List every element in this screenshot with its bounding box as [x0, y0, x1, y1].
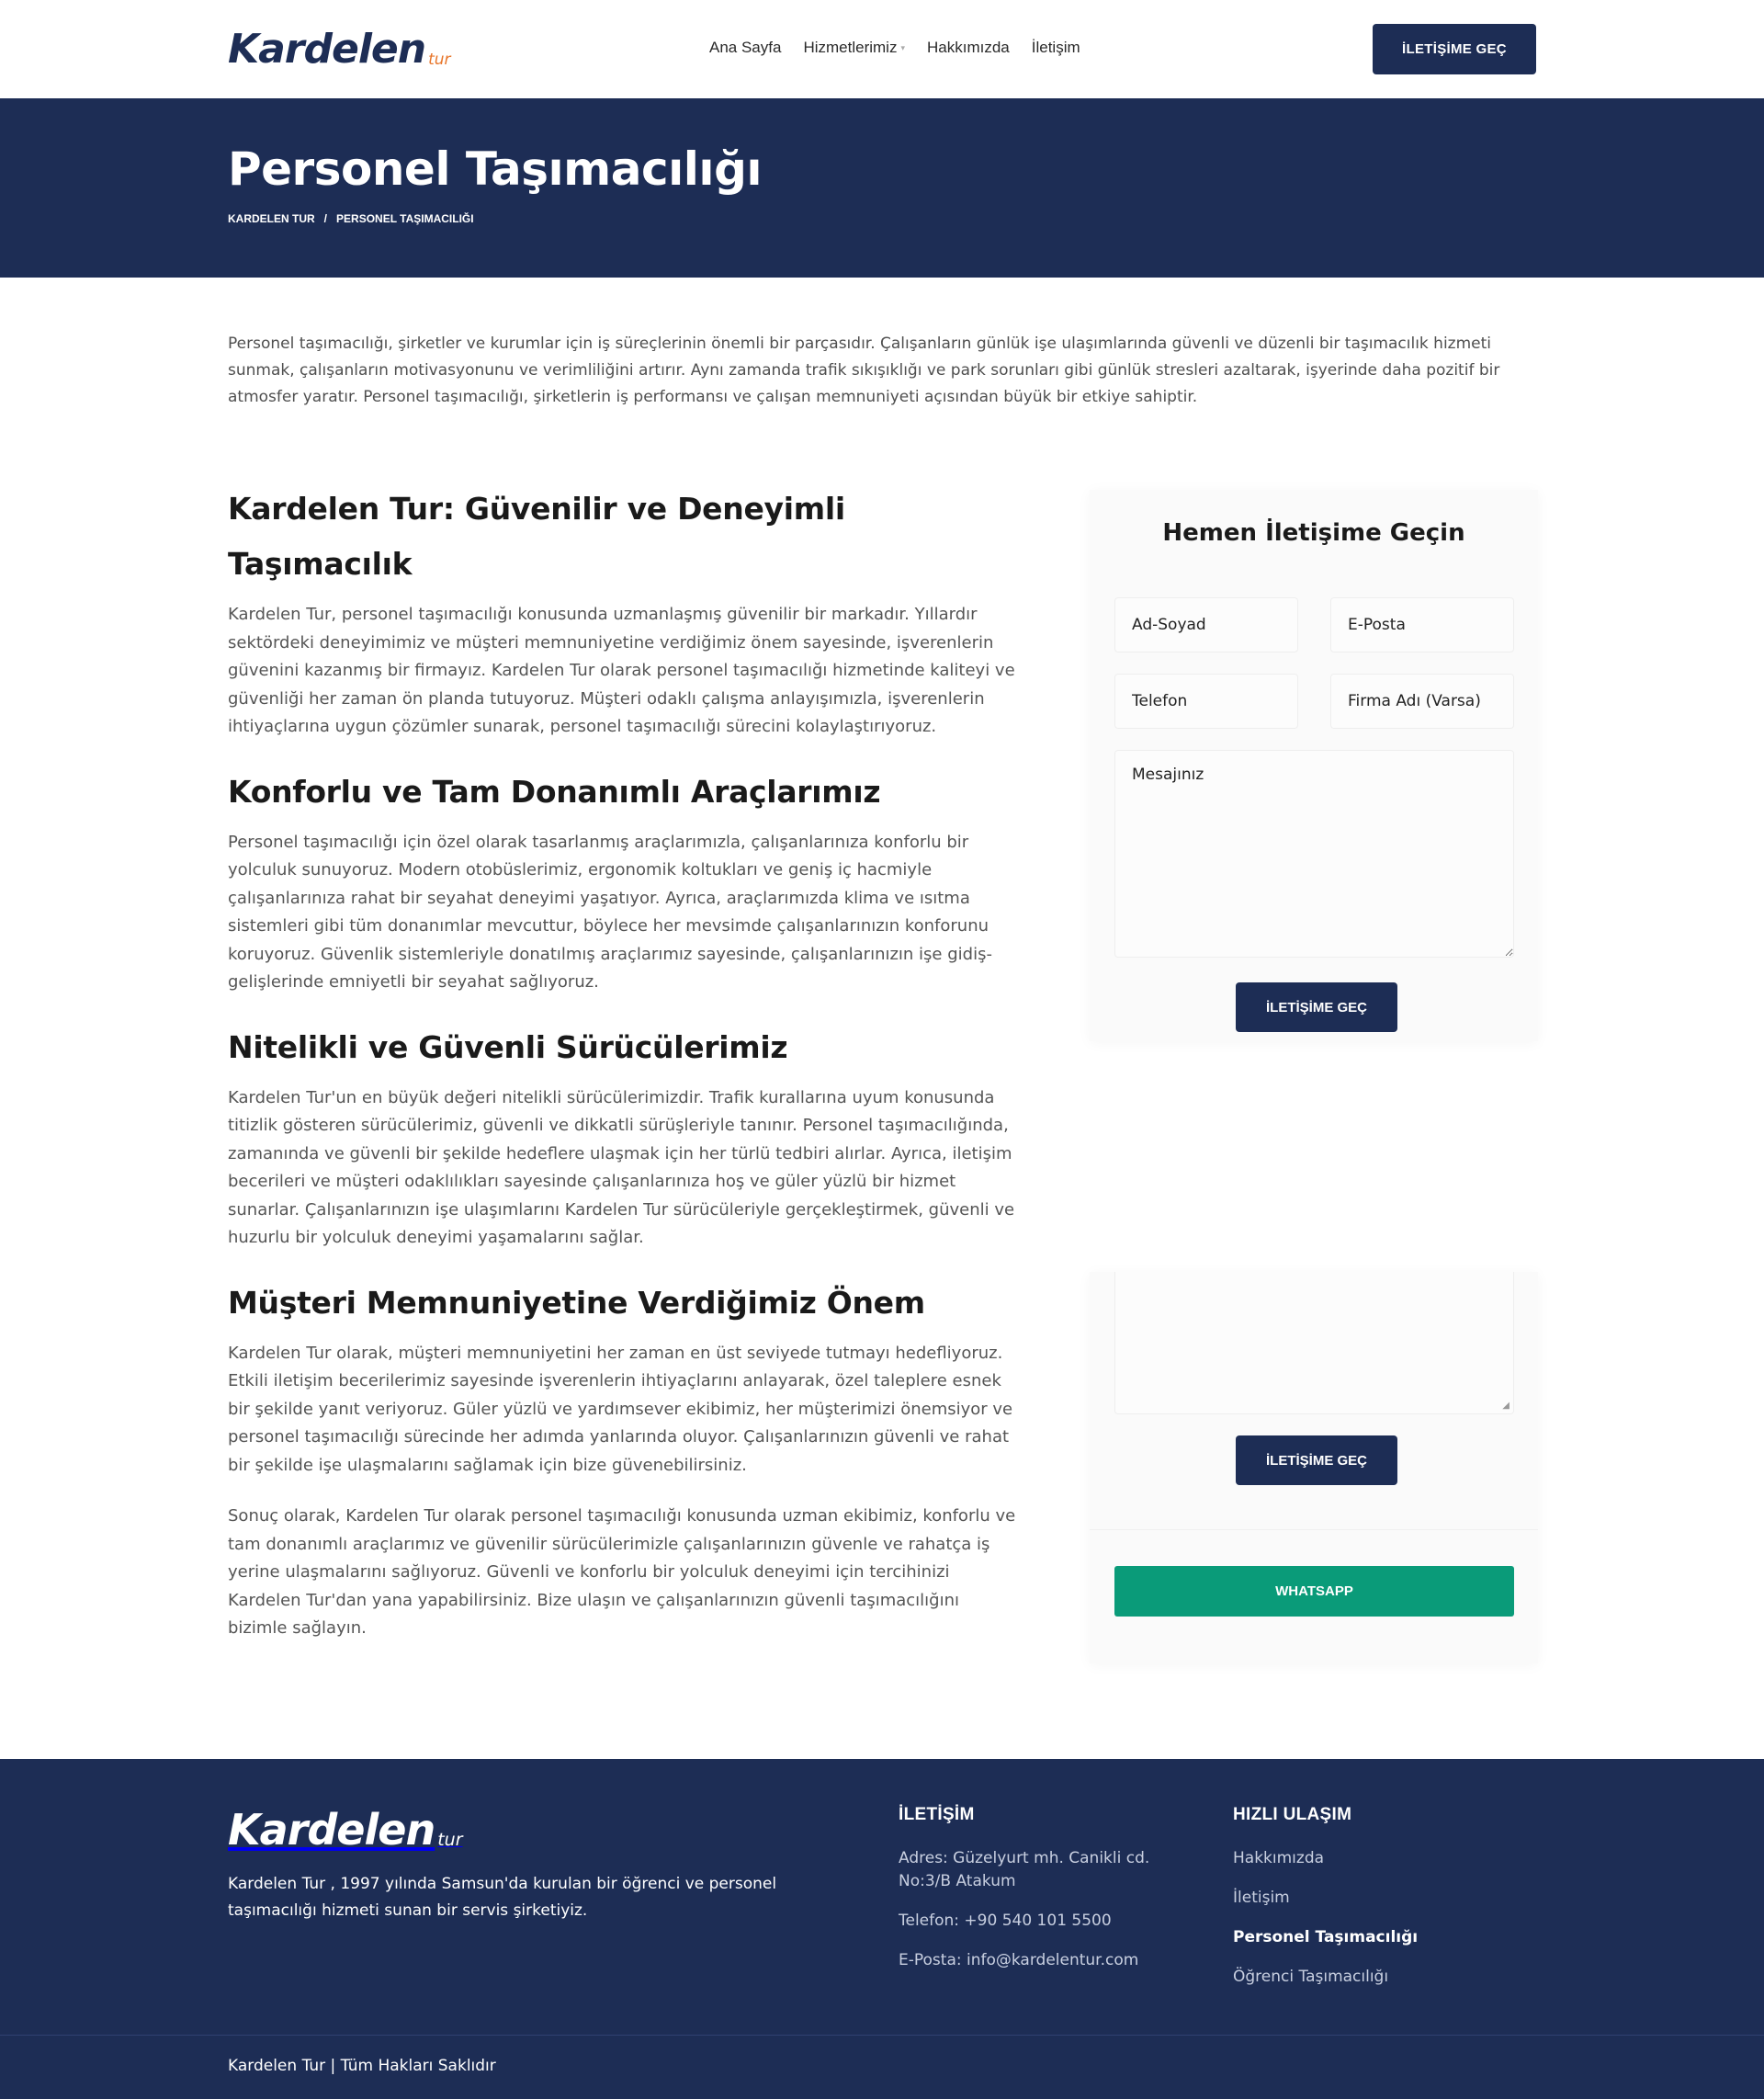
divider — [1090, 1529, 1538, 1530]
header-contact-button[interactable]: İLETİŞİME GEÇ — [1373, 24, 1536, 74]
footer-quick-links-title: HIZLI ULAŞIM — [1233, 1805, 1352, 1824]
section-heading: Konforlu ve Tam Donanımlı Araçlarımız — [228, 773, 881, 810]
site-header — [0, 0, 1764, 98]
footer-quick-links — [1233, 1847, 1418, 2005]
section-heading: Müşteri Memnuniyetine Verdiğimiz Önem — [228, 1284, 925, 1321]
phone-field[interactable] — [1114, 674, 1298, 729]
chevron-down-icon: ▾ — [900, 42, 905, 52]
footer-link-student-transport[interactable]: Öğrenci Taşımacılığı — [1233, 1968, 1389, 1986]
logo-wordmark: Kardelen — [228, 26, 426, 73]
footer-link-contact[interactable]: İletişim — [1233, 1889, 1290, 1907]
breadcrumb — [228, 212, 474, 225]
nav-item-about[interactable]: Hakkımızda — [926, 39, 1010, 56]
footer-link-about[interactable]: Hakkımızda — [1233, 1849, 1325, 1867]
nav-item-contact[interactable]: İletişim — [1031, 39, 1080, 56]
nav-item-home[interactable]: Ana Sayfa — [709, 39, 782, 56]
form-title: Hemen İletişime Geçin — [1162, 519, 1465, 547]
footer-divider — [0, 2035, 1764, 2036]
company-field[interactable] — [1330, 674, 1514, 729]
section-heading: Kardelen Tur: Güvenilir ve Deneyimli Taşımacılık — [228, 491, 845, 582]
conclusion-text: Sonuç olarak, Kardelen Tur olarak personel taşımacılığı konusunda uzman ekibimiz, konforlu ve tam donanımlı araçlarımız ve güvenilir sürücülerimizle çalışanlarınızın güvenle ve rahatça iş yerine ulaşmalarını sağlıyoruz. Güvenli ve konforlu bir yolculuk deneyimi için tercihinizi Kardelen Tur'dan yana yapabilirsiniz. Bize ulaşın ve çalışanlarınızın güvenli taşımacılığını bizimle sağlayın. — [228, 1506, 1016, 1638]
footer-phone[interactable]: Telefon: +90 540 101 5500 — [899, 1912, 1112, 1930]
page-title: Personel Taşımacılığı — [228, 142, 763, 196]
main-nav — [709, 39, 1080, 57]
site-logo[interactable] — [228, 24, 451, 73]
footer-address: Adres: Güzelyurt mh. Canikli cd. No:3/B Atakum — [899, 1849, 1150, 1890]
logo-suffix: tur — [428, 51, 451, 69]
message-field-fragment[interactable] — [1114, 1272, 1514, 1414]
breadcrumb-current: PERSONEL TAŞIMACILIĞI — [336, 212, 474, 225]
nav-item-services[interactable] — [803, 39, 905, 57]
section-text: Kardelen Tur olarak, müşteri memnuniyetini her zaman en üst seviyede tutmayı hedefliyoruz. Etkili iletişim becerilerimiz sayesinde işverenlerin ihtiyaçlarını anlayarak, özel taleplere esnek bir şekilde yanıt veriyoruz. Güler yüzlü ve yardımsever ekibimiz, her müşterimizi önemsiyor ve personel taşımacılığı sürecinde her adımda yanlarında oluyor. Çalışanlarınızın güvenli ve rahat bir şekilde işe ulaşmalarını sağlamak için bize güvenebilirsiniz. — [228, 1343, 1013, 1475]
section-text: Personel taşımacılığı için özel olarak tasarlanmış araçlarımızla, çalışanlarınıza konforlu bir yolculuk sunuyoruz. Modern otobüslerimiz, ergonomik koltukları ve geniş iç hacmiyle çalışanlarınıza rahat bir seyahat deneyimi yaşatıyor. Ayrıca, araçlarımızda klima ve ısıtma sistemleri gibi tüm donanımlar mevcuttur, böylece her mevsimde çalışanlarınızın konforunu koruyoruz. Güvenlik sistemleriyle donatılmış araçlarımız sayesinde, çalışanlarınızın işe gidiş-gelişlerinde emniyetli bir seyahat sağlıyoruz. — [228, 832, 992, 992]
form-submit-button-duplicate[interactable]: İLETİŞİME GEÇ — [1236, 1435, 1397, 1485]
name-field[interactable] — [1114, 597, 1298, 652]
footer-contact-info — [899, 1847, 1174, 1989]
footer-email[interactable]: E-Posta: info@kardelentur.com — [899, 1951, 1139, 1969]
page-hero — [0, 98, 1764, 278]
sticky-form-fragment — [1090, 1272, 1538, 1663]
footer-link-personnel-transport[interactable]: Personel Taşımacılığı — [1233, 1928, 1419, 1946]
resize-grip-icon[interactable]: ◢ — [1502, 1401, 1510, 1411]
footer-logo[interactable] — [228, 1805, 463, 1855]
breadcrumb-separator: / — [323, 212, 328, 225]
intro-paragraph: Personel taşımacılığı, şirketler ve kurumlar için iş süreçlerinin önemli bir parçasıdır. Çalışanların günlük işe ulaşımlarında güvenli ve düzenli bir taşımacılık hizmeti sunmak, çalışanların motivasyonunu ve verimliliğini artırır. Aynı zamanda trafik sıkışıklığı ve park sorunları gibi günlük stresleri azaltarak, işyerinde daha pozitif bir atmosfer yaratır. Personel taşımacılığı, şirketlerin iş performansı ve çalışan memnuniyeti açısından büyük bir etkiye sahiptir. — [228, 335, 1500, 406]
whatsapp-button[interactable]: WHATSAPP — [1114, 1566, 1514, 1617]
footer-logo-wordmark: Kardelen — [228, 1805, 435, 1855]
site-footer — [0, 1759, 1764, 2099]
section-text: Kardelen Tur, personel taşımacılığı konusunda uzmanlaşmış güvenilir bir markadır. Yıllardır sektördeki deneyimimiz ve müşteri memnuniyetine verdiğimiz önem sayesinde, işverenlerin güvenini kazanmış bir firmayız. Kardelen Tur olarak personel taşımacılığı hizmetinde kaliteyi ve güvenliği her zaman ön planda tutuyoruz. Müşteri odaklı çalışma anlayışımızla, işverenlerin ihtiyaçlarına uygun çözümler sunarak, personel taşımacılığı sürecini kolaylaştırıyoruz. — [228, 605, 1015, 736]
section-heading: Nitelikli ve Güvenli Sürücülerimiz — [228, 1028, 788, 1065]
message-field[interactable] — [1114, 750, 1514, 958]
email-field[interactable] — [1330, 597, 1514, 652]
footer-logo-suffix: tur — [437, 1830, 463, 1850]
contact-form-card — [1090, 490, 1538, 1041]
footer-description: Kardelen Tur , 1997 yılında Samsun'da kurulan bir öğrenci ve personel taşımacılığı hizmeti sunan bir servis şirketiyiz. — [228, 1875, 777, 1920]
form-submit-button[interactable]: İLETİŞİME GEÇ — [1236, 982, 1397, 1032]
nav-item-services-label: Hizmetlerimiz — [803, 39, 898, 56]
breadcrumb-home-link[interactable]: KARDELEN TUR — [228, 212, 315, 225]
footer-contact-title: İLETİŞİM — [899, 1805, 975, 1824]
article-content — [228, 482, 1018, 1666]
section-text: Kardelen Tur'un en büyük değeri nitelikli sürücülerimizdir. Trafik kurallarına uyum konusunda titizlik gösteren sürücülerimiz, güvenli ve dikkatli sürüşleriyle tanınır. Personel taşımacılığında, zamanında ve güvenli bir şekilde hedeflere ulaşmak için her türlü tedbiri alırlar. Ayrıca, iletişim becerileri ve müşteri odaklılıkları sayesinde çalışanlarınıza hoş ve güler yüzlü bir hizmet sunarlar. Çalışanlarınızın işe ulaşımlarını Kardelen Tur sürücüleriyle gerçekleştirmek, güvenli ve huzurlu bir yolculuk deneyimi yaşamalarını sağlar. — [228, 1087, 1015, 1247]
copyright-text: Kardelen Tur | Tüm Hakları Saklıdır — [228, 2057, 496, 2075]
